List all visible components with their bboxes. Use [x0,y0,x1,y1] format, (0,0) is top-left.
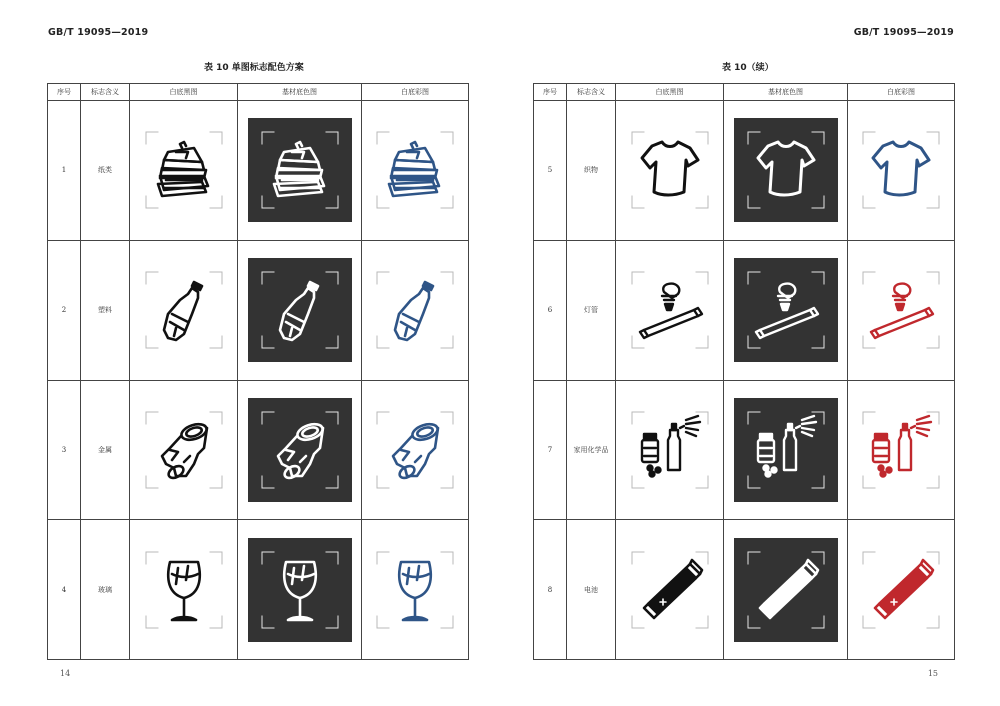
row-meaning: 电池 [567,520,616,660]
lamp-tube-icon [734,258,838,362]
row-seq: 8 [534,520,567,660]
header-substrate: 基材底色图 [724,84,848,101]
header-meaning: 标志含义 [567,84,616,101]
table-row [48,520,469,660]
table-row [534,101,955,241]
table-header-row [48,84,469,101]
table-row [534,240,955,380]
battery-icon [849,538,953,642]
row-meaning: 家用化学品 [567,380,616,520]
header-meaning: 标志含义 [81,84,130,101]
row-seq: 3 [48,380,81,520]
paper-stack-icon [132,118,236,222]
page-right [500,0,1000,706]
row-meaning: 金属 [81,380,130,520]
header-substrate: 基材底色图 [238,84,362,101]
header-white-color: 白底彩图 [362,84,469,101]
row-meaning: 塑料 [81,240,130,380]
table-caption: 表 10（续） [722,63,774,73]
table-row [48,101,469,241]
t-shirt-icon [849,118,953,222]
row-meaning: 织物 [567,101,616,241]
row-seq: 4 [48,520,81,660]
chemical-bottles-icon [618,398,722,502]
row-seq: 5 [534,101,567,241]
row-meaning: 灯管 [567,240,616,380]
page-number: 15 [927,669,938,678]
wine-glass-icon [248,538,352,642]
t-shirt-icon [618,118,722,222]
battery-icon [734,538,838,642]
t-shirt-icon [734,118,838,222]
row-seq: 7 [534,380,567,520]
table-header-row [534,84,955,101]
paper-stack-icon [363,118,467,222]
wine-glass-icon [363,538,467,642]
header-seq: 序号 [534,84,567,101]
row-meaning: 纸类 [81,101,130,241]
header-white-black: 白底黑图 [616,84,724,101]
crushed-can-icon [132,398,236,502]
chemical-bottles-icon [849,398,953,502]
row-meaning: 玻璃 [81,520,130,660]
chemical-bottles-icon [734,398,838,502]
plastic-bottle-icon [132,258,236,362]
row-seq: 2 [48,240,81,380]
standard-number: GB/T 19095—2019 [48,27,149,38]
lamp-tube-icon [618,258,722,362]
color-scheme-table-continued [533,83,955,660]
lamp-tube-icon [849,258,953,362]
plastic-bottle-icon [363,258,467,362]
row-seq: 6 [534,240,567,380]
table-row [534,380,955,520]
page-number: 14 [60,669,71,678]
plastic-bottle-icon [248,258,352,362]
paper-stack-icon [248,118,352,222]
header-white-color: 白底彩图 [848,84,955,101]
crushed-can-icon [363,398,467,502]
color-scheme-table [47,83,469,660]
table-row [534,520,955,660]
header-seq: 序号 [48,84,81,101]
standard-number: GB/T 19095—2019 [853,27,954,38]
crushed-can-icon [248,398,352,502]
wine-glass-icon [132,538,236,642]
header-white-black: 白底黑图 [130,84,238,101]
row-seq: 1 [48,101,81,241]
table-row [48,380,469,520]
battery-icon [618,538,722,642]
table-caption: 表 10 单图标志配色方案 [204,63,304,73]
table-row [48,240,469,380]
